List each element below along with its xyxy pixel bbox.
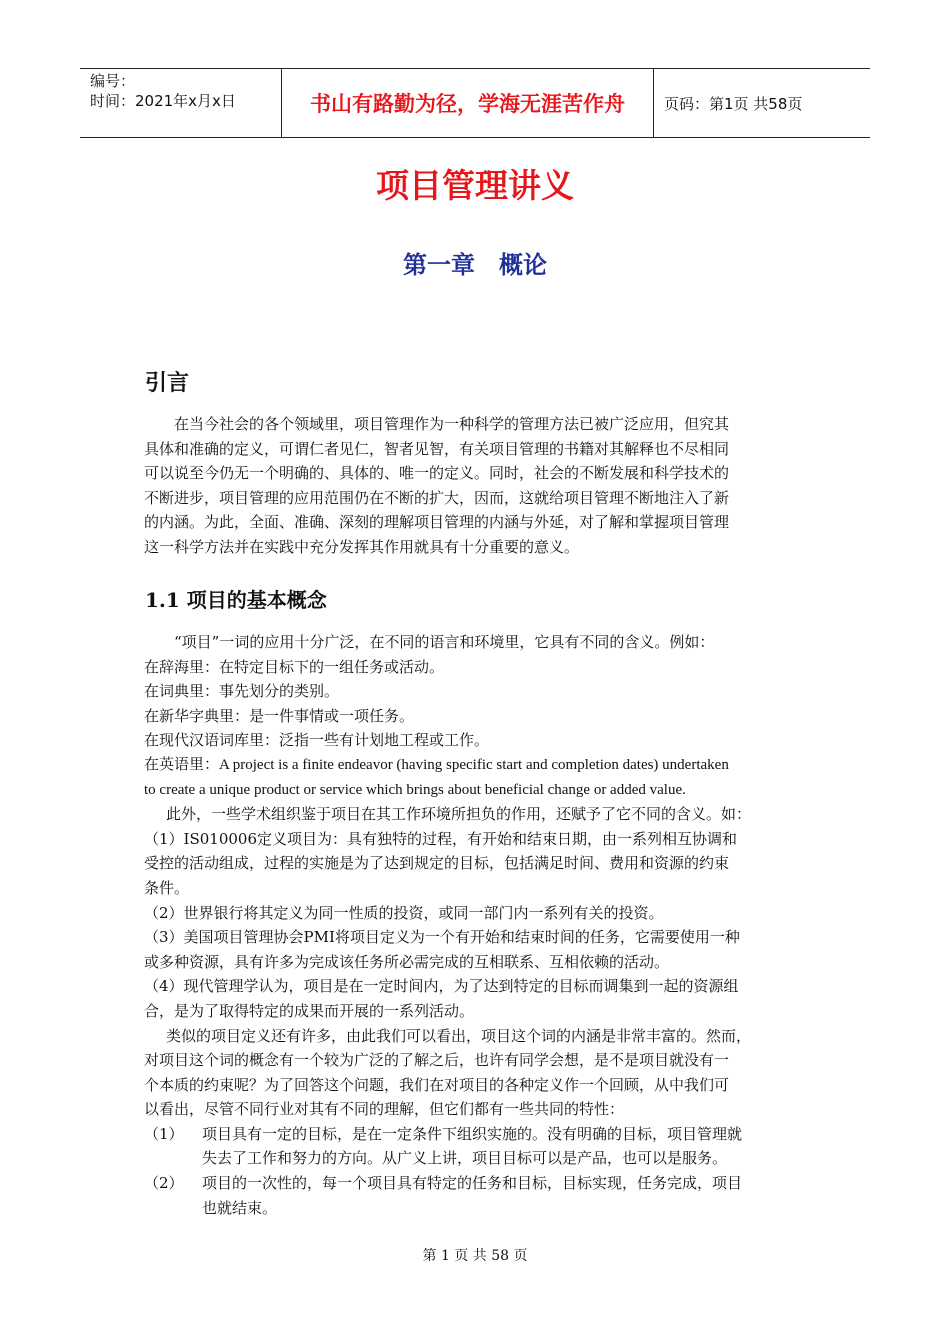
header-motto: 书山有路勤为径，学海无涯苦作舟 [282, 69, 654, 137]
paragraph-line: （3）美国项目管理协会PMI将项目定义为一个有开始和结束时间的任务，它需要使用一种 [144, 928, 740, 947]
paragraph-line: 具体和准确的定义，可谓仁者见仁，智者见智，有关项目管理的书籍对其解释也不尽相同 [144, 439, 730, 458]
document-title: 项目管理讲义 [376, 166, 574, 205]
list-item-line: 项目的一次性的，每一个项目具有特定的任务和目标，目标实现，任务完成，项目 [202, 1174, 743, 1193]
paragraph-line: 受控的活动组成，过程的实施是为了达到规定的目标，包括满足时间、费用和资源的约束 [144, 854, 730, 873]
list-item-line: 项目具有一定的目标，是在一定条件下组织实施的。没有明确的目标，项目管理就 [202, 1124, 743, 1143]
paragraph-line: 条件。 [144, 878, 190, 897]
paragraph-line: to create a unique product or service which brings about beneficial change or added value. [144, 781, 686, 798]
paragraph-line: 可以说至今仍无一个明确的、具体的、唯一的定义。同时，社会的不断发展和科学技术的 [144, 464, 730, 483]
paragraph-line: 在现代汉语词库里：泛指一些有计划地工程或工作。 [144, 731, 490, 750]
list-item-line: 失去了工作和努力的方向。从广义上讲，项目目标可以是产品，也可以是服务。 [202, 1149, 728, 1168]
paragraph-line: （2）世界银行将其定义为同一性质的投资，或同一部门内一系列有关的投资。 [144, 903, 664, 922]
list-item-line: 也就结束。 [202, 1198, 278, 1217]
date-label: 时间：2021年x月x日 [90, 92, 236, 110]
paragraph-line: 在辞海里：在特定目标下的一组任务或活动。 [144, 657, 445, 676]
page-footer: 第 1 页 共 58 页 [422, 1248, 528, 1264]
paragraph-line: 在英语里：A project is a finite endeavor (having specific start and completion dates) undertaken [144, 756, 729, 773]
paragraph-line: 此外，一些学术组织鉴于项目在其工作环境所担负的作用，还赋予了它不同的含义。如： [166, 805, 752, 824]
list-item [144, 1122, 814, 1171]
paragraph-line: （4）现代管理学认为，项目是在一定时间内，为了达到特定的目标而调集到一起的资源组 [144, 977, 739, 996]
list-item [144, 1171, 814, 1220]
paragraph-line: 的内涵。为此，全面、准确、深刻的理解项目管理的内涵与外延，对了解和掌握项目管理 [144, 513, 730, 532]
list-item-number: （1） [144, 1124, 184, 1143]
section-heading: 1.1 项目的基本概念 [145, 588, 327, 612]
chapter-title: 第一章 概论 [403, 251, 547, 279]
paragraph-line: 对项目这个词的概念有一个较为广泛的了解之后，也许有同学会想，是不是项目就没有一 [144, 1051, 730, 1070]
page-header-table [80, 68, 870, 138]
intro-heading: 引言 [145, 371, 190, 396]
paragraph-line: “项目”一词的应用十分广泛，在不同的语言和环境里，它具有不同的含义。例如： [174, 633, 715, 651]
paragraph-line: （1）IS010006定义项目为：具有独特的过程，有开始和结束日期，由一系列相互协调和 [144, 829, 738, 848]
paragraph-line: 个本质的约束呢？为了回答这个问题，我们在对项目的各种定义作一个回顾，从中我们可 [144, 1075, 730, 1094]
paragraph-line: 这一科学方法并在实践中充分发挥其作用就具有十分重要的意义。 [144, 537, 580, 556]
section-body [144, 630, 814, 1220]
list-item-number: （2） [144, 1174, 184, 1193]
paragraph-line: 类似的项目定义还有许多，由此我们可以看出，项目这个词的内涵是非常丰富的。然而， [166, 1026, 752, 1045]
paragraph-line: 合，是为了取得特定的成果而开展的一系列活动。 [144, 1001, 475, 1020]
paragraph-line: 在词典里：事先划分的类别。 [144, 682, 340, 701]
header-page-info: 页码：第1页 共58页 [664, 94, 803, 113]
header-meta-cell [80, 69, 282, 137]
code-label: 编号： [90, 72, 136, 90]
paragraph-line: 在新华字典里：是一件事情或一项任务。 [144, 706, 415, 725]
paragraph-line: 或多种资源，具有许多为完成该任务所必需完成的互相联系、互相依赖的活动。 [144, 952, 670, 971]
intro-paragraph [144, 412, 814, 560]
paragraph-line: 不断进步，项目管理的应用范围仍在不断的扩大，因而，这就给项目管理不断地注入了新 [144, 488, 730, 507]
paragraph-line: 以看出，尽管不同行业对其有不同的理解，但它们都有一些共同的特性： [144, 1100, 625, 1119]
paragraph-line: 在当今社会的各个领域里，项目管理作为一种科学的管理方法已被广泛应用，但究其 [174, 415, 730, 433]
